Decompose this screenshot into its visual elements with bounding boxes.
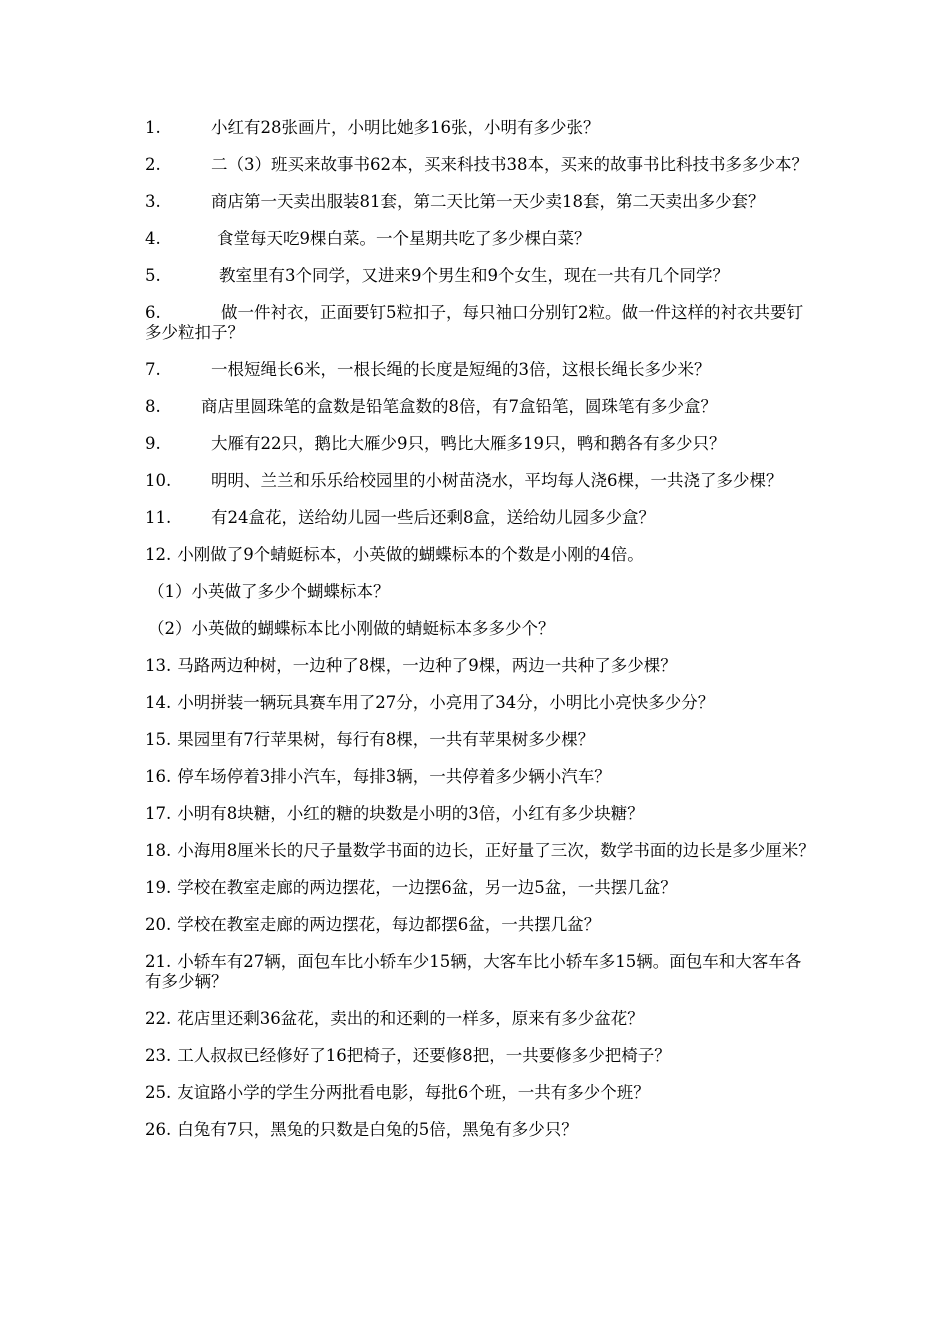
question-number: 10. [145, 471, 172, 490]
question-number: 1. [145, 118, 161, 137]
question-text: 小轿车有27辆，面包车比小轿车少15辆，大客车比小轿车多15辆。面包车和大客车各有多少辆？ [145, 952, 802, 991]
question-5 [145, 266, 817, 286]
question-number: 14. [145, 693, 172, 712]
question-11 [145, 508, 817, 528]
question-18 [145, 841, 817, 861]
question-text: 二（3）班买来故事书62本，买来科技书38本，买来的故事书比科技书多多少本？ [211, 155, 808, 174]
question-text: 学校在教室走廊的两边摆花，每边都摆6盆，一共摆几盆？ [177, 915, 601, 934]
question-number: 3. [145, 192, 161, 211]
question-number: 2. [145, 155, 161, 174]
question-number: 19. [145, 878, 172, 897]
question-15 [145, 730, 817, 750]
question-text: 大雁有22只，鹅比大雁少9只，鸭比大雁多19只，鸭和鹅各有多少只？ [211, 434, 726, 453]
question-number: 4. [145, 229, 161, 248]
question-number: 5. [145, 266, 161, 285]
question-1 [145, 118, 817, 138]
question-number: 12. [145, 545, 172, 564]
question-21 [145, 952, 817, 992]
question-text: 明明、兰兰和乐乐给校园里的小树苗浇水，平均每人浇6棵，一共浇了多少棵？ [211, 471, 783, 490]
question-text: （2）小英做的蝴蝶标本比小刚做的蜻蜓标本多多少个？ [148, 619, 555, 638]
question-text: 果园里有7行苹果树，每行有8棵，一共有苹果树多少棵？ [177, 730, 595, 749]
question-number: 20. [145, 915, 172, 934]
question-number: 9. [145, 434, 161, 453]
question-number: 15. [145, 730, 172, 749]
question-text: 停车场停着3排小汽车，每排3辆，一共停着多少辆小汽车？ [177, 767, 611, 786]
question-text: 花店里还剩36盆花，卖出的和还剩的一样多，原来有多少盆花？ [177, 1009, 644, 1028]
question-text: 白兔有7只，黑兔的只数是白兔的5倍，黑兔有多少只？ [177, 1120, 578, 1139]
question-number: 23. [145, 1046, 172, 1065]
question-17 [145, 804, 817, 824]
question-list [145, 118, 817, 1157]
question-number: 25. [145, 1083, 172, 1102]
question-number: 16. [145, 767, 172, 786]
question-16 [145, 767, 817, 787]
question-text: 小刚做了9个蜻蜓标本，小英做的蝴蝶标本的个数是小刚的4倍。 [177, 545, 644, 564]
question-number: 13. [145, 656, 172, 675]
question-26 [145, 1120, 817, 1140]
question-text: 工人叔叔已经修好了16把椅子，还要修8把，一共要修多少把椅子？ [177, 1046, 671, 1065]
question-19 [145, 878, 817, 898]
question-number: 21. [145, 952, 172, 971]
question-number: 7. [145, 360, 161, 379]
question-4 [145, 229, 817, 249]
question-23 [145, 1046, 817, 1066]
question-text: 一根短绳长6米，一根长绳的长度是短绳的3倍，这根长绳长多少米？ [211, 360, 711, 379]
question-20 [145, 915, 817, 935]
question-7 [145, 360, 817, 380]
question-number: 18. [145, 841, 172, 860]
question-text: 教室里有3个同学，又进来9个男生和9个女生，现在一共有几个同学？ [219, 266, 729, 285]
question-text: 商店里圆珠笔的盒数是铅笔盒数的8倍，有7盒铅笔，圆珠笔有多少盒？ [201, 397, 717, 416]
question-9 [145, 434, 817, 454]
question-6 [145, 303, 817, 343]
question-text: 小明有8块糖，小红的糖的块数是小明的3倍，小红有多少块糖？ [177, 804, 644, 823]
question-12 [145, 545, 817, 565]
question-number: 8. [145, 397, 161, 416]
question-3 [145, 192, 817, 212]
question-number: 11. [145, 508, 172, 527]
question-13 [145, 656, 817, 676]
question-2 [145, 155, 817, 175]
question-number: 26. [145, 1120, 172, 1139]
question-number: 22. [145, 1009, 172, 1028]
question-14 [145, 693, 817, 713]
question-12-part-1 [145, 582, 817, 602]
question-text: 有24盒花，送给幼儿园一些后还剩8盒，送给幼儿园多少盒？ [211, 508, 655, 527]
question-12-part-2 [145, 619, 817, 639]
question-number: 6. [145, 303, 161, 322]
question-8 [145, 397, 817, 417]
question-25 [145, 1083, 817, 1103]
question-text: 小明拼装一辆玩具赛车用了27分，小亮用了34分，小明比小亮快多少分？ [177, 693, 715, 712]
question-text: 食堂每天吃9棵白菜。一个星期共吃了多少棵白菜？ [217, 229, 591, 248]
question-text: 友谊路小学的学生分两批看电影，每批6个班，一共有多少个班？ [177, 1083, 650, 1102]
question-text: 小红有28张画片，小明比她多16张，小明有多少张？ [211, 118, 600, 137]
question-10 [145, 471, 817, 491]
question-text: 马路两边种树，一边种了8棵，一边种了9棵，两边一共种了多少棵？ [177, 656, 677, 675]
question-text: 小海用8厘米长的尺子量数学书面的边长，正好量了三次，数学书面的边长是多少厘米？ [177, 841, 815, 860]
question-text: 做一件衬衣，正面要钉5粒扣子，每只袖口分别钉2粒。做一件这样的衬衣共要钉多少粒扣子？ [145, 303, 803, 342]
question-22 [145, 1009, 817, 1029]
question-number: 17. [145, 804, 172, 823]
question-text: 学校在教室走廊的两边摆花，一边摆6盆，另一边5盆，一共摆几盆？ [177, 878, 677, 897]
question-text: （1）小英做了多少个蝴蝶标本？ [148, 582, 390, 601]
question-text: 商店第一天卖出服装81套，第二天比第一天少卖18套，第二天卖出多少套？ [211, 192, 765, 211]
